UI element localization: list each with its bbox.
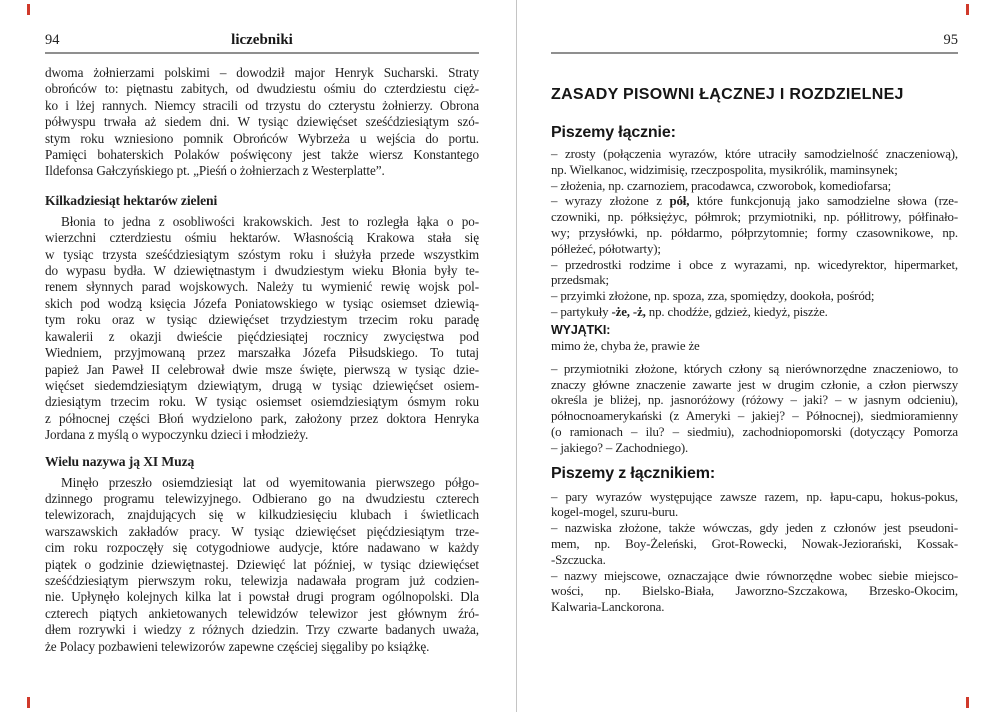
text-line: ko i lżej rannych. Niemcy stracili od trzystu do czterystu żołnierzy. Obrona xyxy=(45,97,479,113)
text-line: papież Jan Paweł II celebrował dwie msze święte, pierwszą w tysiąc dzie- xyxy=(45,361,479,377)
text-line: więćset siedemdziesiątym dziewiątym, drugą w tysiąc dziewięćset osiem- xyxy=(45,377,479,393)
text-line: renem słynnych parad wojskowych. Należy tu wymienić rewię wojsk pol- xyxy=(45,279,479,295)
text-line: czowniki, np. półksiężyc, półmrok; przymiotniki, np. półlitrowy, półfinało- xyxy=(551,210,958,225)
text-line: Kalwaria-Lanckorona. xyxy=(551,600,665,615)
list-item xyxy=(551,194,958,257)
text-line: dłem rozrywki i wiedzy z różnych dziedzin. Trzy czwarte badanych uważa, xyxy=(45,622,479,638)
right-page-header xyxy=(551,28,958,54)
text-line: – nazwiska złożone, także wówczas, gdy jeden z członów jest pseudoni- xyxy=(551,521,958,536)
text-line: Jordana z myślą o wypoczynku dzieci i młodzieży. xyxy=(45,427,309,443)
paragraph-telewizja xyxy=(45,475,479,655)
text-line: – przyimki złożone, np. spoza, zza, spomiędzy, dookoła, pośród; xyxy=(551,289,875,304)
text-line: – partykuły -że, -ż, np. chodźże, gdzież, kiedyż, piszże. xyxy=(551,304,828,319)
text-line: mem, np. Boy-Żeleński, Grot-Rowecki, Nowak-Jeziorański, Kossak- xyxy=(551,536,958,551)
text-line: – przymiotniki złożone, których człony są nierównorzędne znaczeniowo, to xyxy=(551,361,958,376)
text-line: piątek o godzinie dziewiętnastej. Dziewięć lat później, w tysiąc dziewięćset xyxy=(45,556,479,572)
text-line: – jakiego? – Zachodniego). xyxy=(551,440,689,455)
exceptions-label: WYJĄTKI: xyxy=(551,322,611,337)
rule-list-przymiotniki xyxy=(551,362,958,457)
text-line: np. Wielkanoc, widzimisię, rzeczpospolita, mysikrólik, maminsynek; xyxy=(551,162,898,177)
text-line: -Szczucka. xyxy=(551,552,606,567)
exceptions-text: mimo że, chyba że, prawie że xyxy=(551,338,700,353)
chapter-title: ZASADY PISOWNI ŁĄCZNEJ I ROZDZIELNEJ xyxy=(551,86,904,103)
right-page xyxy=(551,28,958,616)
text-line: nie. Upłynęło kolejnych kilka lat i powstał drugi program ogólnopolski. Dla xyxy=(45,589,479,605)
text-line: warszawskich zakładów pracy. W tysiąc dziewięćset pięćdziesiątym trze- xyxy=(45,523,479,539)
text-line: – wyrazy złożone z pół, które funkcjonują jako samodzielne słowa (rze- xyxy=(551,194,959,209)
left-page-header xyxy=(45,28,479,54)
left-page-number: 94 xyxy=(45,32,60,48)
subheading-piszemy-lacznie: Piszemy łącznie: xyxy=(551,124,676,141)
list-item xyxy=(551,179,958,195)
text-line: skich pod wodzą księcia Józefa Poniatowskiego w tysiąc osiemset dziewią- xyxy=(45,295,479,311)
text-line: dziesiątym trzecim roku. W tysiąc osiemset osiemdziesiątym ósmym roku xyxy=(45,394,479,410)
text-line: kogel-mogel, szuru-buru. xyxy=(551,505,679,520)
text-line: – złożenia, np. czarnoziem, pracodawca, czworobok, komediofarsa; xyxy=(551,178,892,193)
text-line: dzinnego programu telewizyjnego. Odbierano go na dwudziestu czterech xyxy=(45,490,479,506)
text-line: kawalerii z okazji dwieście pięćdziesiątej rocznicy zwycięstwa pod xyxy=(45,328,479,344)
list-item xyxy=(551,362,958,457)
text-line: półwyspu trwała aż siedem dni. W tysiąc dziewięćset sześćdziesiątym szó- xyxy=(45,114,479,130)
list-item xyxy=(551,490,958,522)
text-line: w tysiąc trzysta sześćdziesiątym szóstym roku i służyła przede wszystkim xyxy=(45,246,479,262)
text-line: dwoma żołnierzami polskimi – dowodził major Henryk Sucharski. Straty xyxy=(45,65,479,80)
text-line: Minęło przeszło osiemdziesiąt lat od wyemitowania pierwszego półgo- xyxy=(61,474,479,490)
text-line: – zrosty (połączenia wyrazów, które utraciły samodzielność znaczeniową), xyxy=(551,147,958,161)
left-page xyxy=(45,28,479,655)
paragraph-westerplatte xyxy=(45,65,479,180)
right-page-number: 95 xyxy=(943,32,958,48)
corner-mark-bottom-right-icon xyxy=(966,697,969,708)
list-item xyxy=(551,147,958,179)
text-line: – przedrostki rodzime i obce z wyrazami, np. wicedyrektor, hipermarket, xyxy=(551,257,958,272)
list-item xyxy=(551,305,958,321)
right-page-body xyxy=(551,85,958,616)
list-item xyxy=(551,289,958,305)
text-line: wości, np. Bielsko-Biała, Jaworzno-Szczakowa, Brzesko-Okocim, xyxy=(551,584,958,599)
section-heading-blonia: Kilkadziesiąt hektarów zieleni xyxy=(45,192,218,208)
corner-mark-top-right-icon xyxy=(966,4,969,15)
list-item xyxy=(551,521,958,568)
text-line: określa je bliżej, np. jasnoróżowy (różowy – jaki? – w jasnym odcieniu), xyxy=(551,393,958,408)
running-head: liczebniki xyxy=(231,32,293,48)
text-line: północnoamerykański (z Ameryki – jakiej? – Północnej), siedmioramienny xyxy=(551,409,958,424)
list-item xyxy=(551,569,958,616)
text-line: znaczy główne znaczenie zawarte jest w drugim członie, a człon pierwszy xyxy=(551,377,958,392)
text-line: półleżeć, półotwarty); xyxy=(551,241,661,256)
text-line: przedsmak; xyxy=(551,273,609,288)
text-line: z północnej części Błoń wydzielono park, założony przez doktora Henryka xyxy=(45,410,479,426)
rule-list-lacznie xyxy=(551,147,958,321)
text-line: cim roku rozpoczęły się cotygodniowe audycje, które nadawano w każdy xyxy=(45,540,479,556)
text-line: Wiedniem, przyjmowaną przez marszałka Józefa Piłsudskiego. To tutaj xyxy=(45,345,479,361)
text-line: – pary wyrazów występujące zawsze razem, np. łapu-capu, hokus-pokus, xyxy=(551,489,958,504)
text-line: – nazwy miejscowe, oznaczające dwie równorzędne wobec siebie miejsco- xyxy=(551,568,958,583)
text-line: do wypasu bydła. W dziewiętnastym i dwudziestym wieku Błonia były te- xyxy=(45,263,479,279)
text-line: stym roku wzniesiono pomnik Obrońców Wybrzeża u wejścia do portu. xyxy=(45,130,479,146)
text-line: (o ramionach – ilu? – siedmiu), zachodniopomorski (dotyczący Pomorza xyxy=(551,424,958,439)
text-line: czterech piątych ankietowanych telewidzów telewizor jest głównym źró- xyxy=(45,605,479,621)
rule-list-lacznik xyxy=(551,490,958,616)
subheading-piszemy-z-lacznikiem: Piszemy z łącznikiem: xyxy=(551,464,716,482)
text-line: Błonia to jedna z osobliwości krakowskich. Jest to rozległa łąka o po- xyxy=(61,213,479,229)
text-line: sześćdziesiątym pierwszym roku, telewizja nadawała program już codzien- xyxy=(45,572,479,588)
section-heading-muza: Wielu nazywa ją XI Muzą xyxy=(45,453,195,469)
text-line: telewizorach, znajdujących się w kilkudziesięciu klubach i świetlicach xyxy=(45,507,479,523)
text-line: obrońców to: piętnastu zabitych, od dwudziestu ośmiu do czterdziestu cięż- xyxy=(45,81,479,97)
corner-mark-top-left-icon xyxy=(27,4,30,15)
left-page-body xyxy=(45,65,479,655)
text-line: Ildefonsa Gałczyńskiego pt. „Pieśń o żołnierzach z Westerplatte”. xyxy=(45,163,385,179)
text-line: Pamięci bohaterskich Polaków poświęcony jest także wiersz Konstantego xyxy=(45,147,479,163)
text-line: tym roku oraz w tysiąc dziewięćset trzydziestym trzecim roku paradę xyxy=(45,312,479,328)
corner-mark-bottom-left-icon xyxy=(27,697,30,708)
paragraph-blonia xyxy=(45,214,479,444)
text-line: wierzchni czterdziestu ośmiu hektarów. Własnością Krakowa stała się xyxy=(45,230,479,246)
text-line: wy; przysłówki, np. półdarmo, półprzytomnie; formy czasownikowe, np. xyxy=(551,225,958,240)
list-item xyxy=(551,258,958,290)
page-gutter-line xyxy=(516,0,517,712)
text-line: że Polacy pozbawieni telewizorów zapewne częściej sięgaliby po książkę. xyxy=(45,638,430,654)
